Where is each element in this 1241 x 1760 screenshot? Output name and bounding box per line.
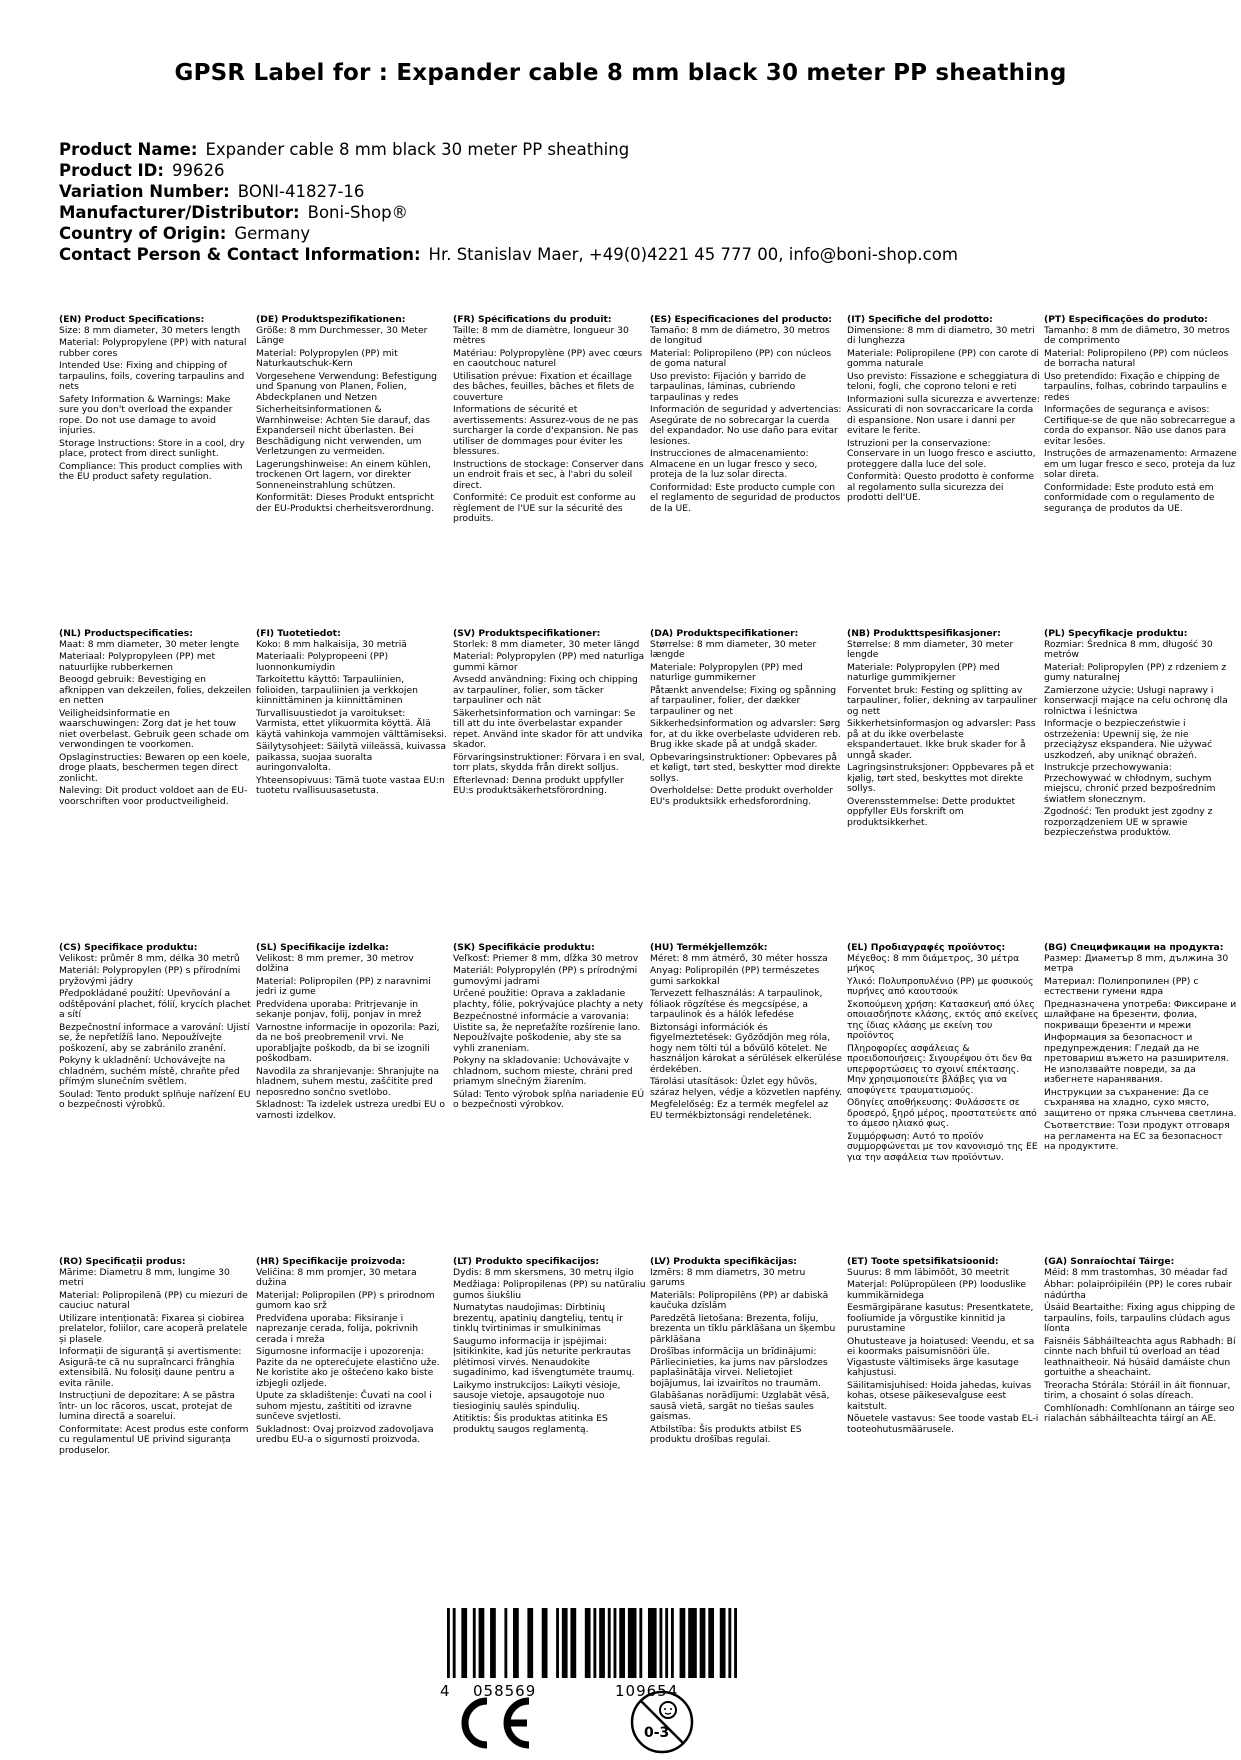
- spec-paragraph: Съответствие: Този продукт отговаря на регламента на ЕС за безопасност на продуктите.: [1044, 1120, 1230, 1152]
- spec-paragraph: Material: Polipropileno (PP) com núcleos de borracha natural: [1044, 347, 1229, 369]
- spec-paragraph: Forventet bruk: Festing og splitting av tarpauliner, folier, dekning av tarpauliner og nett: [847, 684, 1038, 717]
- spec-paragraph: Veličina: 8 mm promjer, 30 metara dužina: [256, 1266, 417, 1288]
- spec-paragraph: Materiał: Polipropylen (PP) z rdzeniem z gumy naturalnej: [1044, 661, 1227, 683]
- spec-paragraph: Instrucciones de almacenamiento: Almacene en un lugar fresco y seco, proteja de la luz solar directa.: [650, 448, 818, 480]
- spec-paragraph: Upute za skladištenje: Čuvati na cool i suhom mjestu, zaštititi od izravne sunčeve svjetlosti.: [256, 1390, 432, 1422]
- spec-paragraph: Eesmärgipärane kasutus: Presentkatete, fooliumide ja võrgustike kinnitid ja purustamine: [847, 1302, 1034, 1334]
- spec-heading: (RO) Specificații produs:: [59, 1257, 186, 1267]
- spec-grid: [59, 315, 1239, 1571]
- spec-heading: (CS) Specifikace produktu:: [59, 943, 198, 953]
- spec-heading: (BG) Спецификации на продукта:: [1044, 943, 1224, 953]
- spec-heading: (EL) Προδιαγραφές προϊόντος:: [847, 943, 1006, 953]
- spec-paragraph: Atitiktis: Šis produktas atitinka ES produktų saugos reglamentą.: [453, 1413, 608, 1435]
- spec-heading: (LV) Produkta specifikācijas:: [650, 1257, 797, 1267]
- spec-paragraph: Tamaño: 8 mm de diámetro, 30 metros de longitud: [650, 324, 830, 346]
- barcode-digits-right: 109654: [615, 1682, 679, 1700]
- spec-paragraph: Uso pretendido: Fixação e chipping de tarpaulins, folhas, cobrindo tarpaulins e redes: [1044, 370, 1227, 403]
- spec-paragraph: Ábhar: polaipróipiléin (PP) le cores rubair nádúrtha: [1044, 1279, 1233, 1301]
- spec-paragraph: Laikymo instrukcijos: Laikyti vėsioje, sausoje vietoje, apsaugotoje nuo tiesioginių saulės spindulių.: [453, 1379, 621, 1412]
- spec-paragraph: Material: Polipropilen (PP) z naravnimi jedri iz gume: [256, 975, 431, 997]
- barcode-bar: [680, 1608, 686, 1678]
- spec-paragraph: Tamanho: 8 mm de diâmetro, 30 metros de comprimento: [1044, 324, 1230, 346]
- spec-row: [59, 315, 1239, 629]
- spec-heading: (FR) Spécifications du produit:: [453, 315, 612, 325]
- spec-paragraph: Materiál: Polypropylen (PP) s přírodními pryžovými jádry: [59, 965, 241, 987]
- barcode-bar: [453, 1608, 456, 1678]
- spec-paragraph: Skladnost: Ta izdelek ustreza uredbi EU o varnosti izdelkov.: [256, 1099, 446, 1121]
- barcode-bar: [608, 1608, 611, 1678]
- spec-paragraph: Turvallisuustiedot ja varoitukset: Varmista, ettet ylikuormita köyttä. Älä käytä vahinkoja vammojen välttämiseksi.: [256, 707, 447, 740]
- spec-paragraph: Suurus: 8 mm läbimõõt, 30 meetrit: [847, 1266, 1010, 1278]
- spec-paragraph: Conformidad: Este producto cumple con el reglamento de seguridad de productos de la UE.: [650, 481, 841, 514]
- spec-paragraph: Méret: 8 mm átmérő, 30 méter hossza: [650, 952, 828, 964]
- spec-paragraph: Súlad: Tento výrobok spĺňa nariadenie EÚ o bezpečnosti výrobkov.: [453, 1088, 645, 1110]
- spec-paragraph: Uso previsto: Fissazione e scheggiatura di teloni, fogli, che coprono teloni e reti: [847, 370, 1040, 392]
- barcode-bar: [720, 1608, 726, 1678]
- spec-paragraph: Sigurnosne informacije i upozorenja: Pazite da ne opterećujete elastično uže. Ne koristite ako je oštećeno kako biste izbjegli ozljede.: [256, 1346, 440, 1389]
- spec-paragraph: Materiaali: Polypropeeni (PP) luonnonkumiydin: [256, 651, 389, 673]
- not-suitable-under-3-icon: [628, 1688, 696, 1760]
- spec-paragraph: Predviđena uporaba: Fiksiranje i naprezanje cerada, folija, pokrivnih cerada i mreža: [256, 1312, 419, 1345]
- barcode-bar: [585, 1608, 591, 1678]
- spec-block: [256, 315, 453, 629]
- spec-block: [1044, 315, 1241, 629]
- info-value: BONI-41827-16: [237, 182, 365, 201]
- spec-block: [59, 315, 256, 629]
- spec-paragraph: Material: Polipropilenă (PP) cu miezuri de cauciuc natural: [59, 1289, 248, 1311]
- barcode-bar: [614, 1608, 617, 1678]
- spec-paragraph: Dimensione: 8 mm di diametro, 30 metri di lunghezza: [847, 324, 1035, 346]
- spec-block: [847, 1257, 1044, 1571]
- spec-paragraph: Veiligheidsinformatie en waarschuwingen: Zorg dat je het touw niet overbelast. Gebruik geen schade om verwondingen te voorkomen.: [59, 707, 250, 750]
- spec-paragraph: Tervezett felhasználás: A tarpaulinok, fóliaok rögzítése és megcsípése, a tarpaulinok és a hálók lefedése: [650, 988, 823, 1020]
- page-title: GPSR Label for : Expander cable 8 mm black 30 meter PP sheathing: [174, 60, 1067, 86]
- spec-paragraph: Säilytysohjeet: Säilytä viileässä, kuivassa paikassa, suojaa suoralta auringonvalolta.: [256, 741, 447, 773]
- spec-paragraph: Informações de segurança e avisos: Certifique-se de que não sobrecarregue a corda do expansor. Não use danos para evitar lesões.: [1044, 404, 1236, 447]
- spec-heading: (NL) Productspecificaties:: [59, 629, 193, 639]
- info-value: Expander cable 8 mm black 30 meter PP sheathing: [205, 140, 630, 159]
- barcode-bar: [527, 1608, 533, 1678]
- spec-block: [256, 1257, 453, 1571]
- spec-paragraph: Conformité: Ce produit est conforme au règlement de l'UE sur la sécurité des produits.: [453, 492, 636, 524]
- spec-heading: (HR) Specifikacije proizvoda:: [256, 1257, 406, 1267]
- spec-paragraph: Σκοπούμενη χρήση: Κατασκευή από ύλες οποιασδήποτε κλάσης, εκτός από εκείνες της ίδιας κλάσης με εκείνη του προϊόντος: [847, 998, 1039, 1041]
- spec-block: [453, 1257, 650, 1571]
- spec-paragraph: Safety Information & Warnings: Make sure you don't overload the expander rope. Do not use damage to avoid injuries.: [59, 393, 233, 436]
- info-label: Country of Origin:: [59, 224, 227, 243]
- spec-paragraph: Veľkosť: Priemer 8 mm, dĺžka 30 metrov: [453, 952, 639, 964]
- spec-paragraph: Инструкции за съхранение: Да се съхранява на хладно, сухо място, защитено от пряка слънчева светлина.: [1044, 1086, 1237, 1119]
- product-info: [59, 139, 958, 265]
- spec-paragraph: Rozmiar: Średnica 8 mm, długość 30 metrów: [1044, 638, 1213, 660]
- spec-paragraph: Predvidena uporaba: Pritrjevanje in sekanje ponjav, folij, ponjav in mrež: [256, 998, 422, 1020]
- spec-paragraph: Dydis: 8 mm skersmens, 30 metrų ilgio: [453, 1266, 634, 1278]
- spec-paragraph: Vorgesehene Verwendung: Befestigung und Spanung von Planen, Folien, Abdeckplanen und Netzen: [256, 370, 438, 403]
- spec-paragraph: Faisnéis Sábháilteachta agus Rabhadh: Bí cinnte nach bhfuil tú overload an téad leathnaitheoir. Ná húsáid damáiste chun gortuithe a sheachaint.: [1044, 1335, 1236, 1378]
- spec-paragraph: Материал: Полипропилен (PP) с естествени гумени ядра: [1044, 975, 1199, 997]
- spec-paragraph: Conformitate: Acest produs este conform cu regulamentul UE privind siguranța produselor.: [59, 1423, 249, 1456]
- barcode-bar: [700, 1608, 706, 1678]
- info-value: Germany: [234, 224, 311, 243]
- spec-paragraph: Pokyny na skladovanie: Uchovávajte v chladnom, suchom mieste, chráni pred priamym slnečným žiarením.: [453, 1055, 633, 1087]
- spec-paragraph: Naleving: Dit product voldoet aan de EU-voorschriften voor productveiligheid.: [59, 785, 248, 807]
- spec-paragraph: Informations de sécurité et avertissements: Assurez-vous de ne pas surcharger la corde d'expansion. Ne pas utiliser de dommages pour éviter les blessures.: [453, 404, 639, 457]
- spec-paragraph: Påtænkt anvendelse: Fixing og spånning af tarpauliner, folier, der dækker tarpauliner og net: [650, 684, 837, 717]
- barcode-bar: [688, 1608, 697, 1678]
- spec-paragraph: Zgodność: Ten produkt jest zgodny z rozporządzeniem UE w sprawie bezpieczeństwa produktów.: [1044, 806, 1213, 838]
- barcode-digit-first: 4: [440, 1682, 450, 1700]
- barcode-bar: [479, 1608, 485, 1678]
- spec-row: [59, 943, 1239, 1257]
- spec-paragraph: Bezpečnostné informácie a varovania: Uistite sa, že nepreťažíte rozšírenie lano. Nepoužívajte poškodenie, aby ste sa vyhli zraneniam.: [453, 1011, 641, 1054]
- spec-paragraph: Größe: 8 mm Durchmesser, 30 Meter Länge: [256, 324, 428, 346]
- spec-paragraph: Size: 8 mm diameter, 30 meters length: [59, 324, 241, 336]
- barcode-bar: [562, 1608, 568, 1678]
- spec-paragraph: Opbevaringsinstruktioner: Opbevares på et køligt, tørt sted, beskytter mod direkte sollys.: [650, 751, 841, 784]
- spec-paragraph: Méid: 8 mm trastomhas, 30 méadar fad: [1044, 1266, 1228, 1278]
- spec-paragraph: Paredzētā lietošana: Brezenta, foliju, brezenta un tīklu pārklāšana un šķembu pārklāšana: [650, 1312, 836, 1345]
- spec-paragraph: Material: Polypropylen (PP) mit Naturkautschuk-Kern: [256, 347, 398, 369]
- spec-block: [847, 315, 1044, 629]
- spec-paragraph: Zamierzone użycie: Usługi naprawy i konserwacji mające na celu ochronę dla rolnictwa i leśnictwa: [1044, 684, 1228, 717]
- spec-paragraph: Konformität: Dieses Produkt entspricht der EU-Produktsi cherheitsverordnung.: [256, 492, 434, 514]
- info-country-of-origin: [59, 223, 958, 244]
- spec-paragraph: Anyag: Polipropilén (PP) természetes gumi sarkokkal: [650, 965, 820, 987]
- info-label: Variation Number:: [59, 182, 230, 201]
- spec-paragraph: Varnostne informacije in opozorila: Pazi, da ne boš preobremenil vrvi. Ne uporabljajte poškodb, da bi se izognili poškodbam.: [256, 1021, 440, 1064]
- ce-mark-icon: [453, 1695, 535, 1755]
- spec-paragraph: Materiāls: Polipropilēns (PP) ar dabiskā kaučuka dzīslām: [650, 1289, 829, 1311]
- barcode-bar: [556, 1608, 559, 1678]
- spec-paragraph: Предназначена употреба: Фиксиране и шлайфане на брезенти, фолиа, покриващи брезенти и мрежи: [1044, 998, 1237, 1031]
- spec-paragraph: Sukladnost: Ovaj proizvod zadovoljava uredbu EU-a o sigurnosti proizvoda.: [256, 1423, 434, 1445]
- spec-paragraph: Storlek: 8 mm diameter, 30 meter längd: [453, 638, 640, 650]
- info-label: Product Name:: [59, 140, 198, 159]
- spec-paragraph: Bezpečnostní informace a varování: Ujistí se, že nepřetížíš lano. Nepoužívejte poškození, aby se zabránilo zranění.: [59, 1021, 250, 1054]
- spec-block: [453, 943, 650, 1257]
- spec-heading: (EN) Product Specifications:: [59, 315, 205, 325]
- info-product-id: [59, 160, 958, 181]
- spec-paragraph: Určené použitie: Oprava a zakladanie plachty, fólie, pokrývajúce plachty a nety: [453, 988, 644, 1010]
- barcode-bar: [639, 1608, 642, 1678]
- barcode-bar: [513, 1608, 519, 1678]
- spec-block: [1044, 1257, 1241, 1571]
- spec-heading: (SL) Specifikacije izdelka:: [256, 943, 389, 953]
- info-label: Manufacturer/Distributor:: [59, 203, 300, 222]
- spec-paragraph: Størrelse: 8 mm diameter, 30 meter lengde: [847, 638, 1014, 660]
- spec-paragraph: Utilizare intenționată: Fixarea și ciobirea prelatelor, foliilor, care acoperă prelatele și plasele: [59, 1312, 248, 1345]
- spec-paragraph: Instructions de stockage: Conserver dans un endroit frais et sec, à l'abri du soleil direct.: [453, 458, 644, 491]
- spec-paragraph: Velikost: 8 mm premer, 30 metrov dolžina: [256, 952, 414, 974]
- spec-paragraph: Yhteensopivuus: Tämä tuote vastaa EU:n tuotetu rvallisuusasetusta.: [256, 774, 445, 796]
- spec-paragraph: Sikkerhetsinformasjon og advarsler: Pass på at du ikke overbelaste ekspandertauet. Ikke bruk skader for å unngå skader.: [847, 718, 1036, 761]
- spec-paragraph: Soulad: Tento produkt splňuje nařízení EU o bezpečnosti výrobků.: [59, 1088, 251, 1110]
- spec-paragraph: Tarkoitettu käyttö: Tarpauliinien, folioiden, tarpauliinien ja verkkojen kiinnittäminen ja kiinnittäminen: [256, 674, 418, 706]
- spec-paragraph: Συμμόρφωση: Αυτό το προϊόν συμμορφώνεται με τον κανονισμό της ΕΕ για την ασφάλεια των προϊόντων.: [847, 1130, 1038, 1163]
- spec-paragraph: Medžiaga: Polipropilenas (PP) su natūraliu gumos šiukšliu: [453, 1279, 646, 1301]
- spec-paragraph: Informacje o bezpieczeństwie i ostrzeżenia: Upewnij się, że nie przeciążysz ekspandera. Nie używać uszkodzeń, aby uniknąć obrażeń.: [1044, 718, 1213, 761]
- barcode-bar: [570, 1608, 576, 1678]
- spec-paragraph: Mărime: Diametru 8 mm, lungime 30 metri: [59, 1266, 230, 1288]
- spec-block: [256, 629, 453, 943]
- spec-paragraph: Koko: 8 mm halkaisija, 30 metriä: [256, 638, 407, 650]
- age-label: 0-3: [644, 1725, 670, 1741]
- spec-paragraph: Instrukcje przechowywania: Przechowywać w chłodnym, suchym miejscu, chronić przed bezpośrednim światłem słonecznym.: [1044, 762, 1216, 805]
- spec-paragraph: Material: Polypropylen (PP) med naturliga gummi kärnor: [453, 651, 645, 673]
- barcode-bar: [593, 1608, 596, 1678]
- barcode-bar: [708, 1608, 714, 1678]
- spec-paragraph: Υλικό: Πολυπροπυλένιο (PP) με φυσικούς πυρήνες από καουτσούκ: [847, 975, 1034, 997]
- spec-paragraph: Instruções de armazenamento: Armazene em um lugar fresco e seco, proteja da luz solar direta.: [1044, 448, 1237, 480]
- spec-paragraph: Ohutusteave ja hoiatused: Veendu, et sa ei koormaks paisumisnööri üle. Vigastuste vältimiseks ärge kasutage kahjustusi.: [847, 1335, 1035, 1378]
- spec-paragraph: Navodila za shranjevanje: Shranjujte na hladnem, suhem mestu, zaščitite pred neposredno sončno svetlobo.: [256, 1065, 440, 1098]
- spec-paragraph: Numatytas naudojimas: Dirbtinių brezentų, apatinių dangtelių, tentų ir tinklų tvirtinimas ir smulkinimas: [453, 1302, 623, 1334]
- spec-paragraph: Storage Instructions: Store in a cool, dry place, protect from direct sunlight.: [59, 437, 245, 459]
- spec-paragraph: Istruzioni per la conservazione: Conservare in un luogo fresco e asciutto, proteggere dalla luce del sole.: [847, 437, 1036, 470]
- spec-paragraph: Velikost: průměr 8 mm, délka 30 metrů: [59, 952, 240, 964]
- spec-paragraph: Πληροφορίες ασφάλειας & προειδοποιήσεις: Σιγουρέψου ότι δεν θα υπερφορτώσεις το σχοινί επέκτασης. Μην χρησιμοποιείτε βλάβες για να αποφύγετε τραυματισμούς.: [847, 1042, 1033, 1096]
- spec-paragraph: Uso previsto: Fijación y barrido de tarpaulinas, láminas, cubriendo tarpaulinas y redes: [650, 370, 807, 403]
- info-value: 99626: [171, 161, 225, 180]
- info-label: Product ID:: [59, 161, 164, 180]
- spec-paragraph: Comhlíonadh: Comhlíonann an táirge seo rialachán sábháilteachta táirgí an AE.: [1044, 1402, 1235, 1424]
- spec-heading: (FI) Tuotetiedot:: [256, 629, 341, 639]
- spec-paragraph: Materiale: Polypropylen (PP) med naturlige gummikerner: [650, 661, 803, 683]
- spec-paragraph: Saugumo informacija ir įspėjimai: Įsitikinkite, kad jūs neturite perkrautas plėtimosi virvės. Nenaudokite sugadinimo, kad išvengtumėte traumų.: [453, 1335, 635, 1378]
- spec-paragraph: Biztonsági információk és figyelmeztetések: Győződjön meg róla, hogy nem tölti túl a bővülő kötelet. Ne használjon károkat a sérülések elkerülése érdekében.: [650, 1021, 842, 1075]
- spec-paragraph: Pokyny k ukladnění: Uchovávejte na chladném, suchém místě, chraňte před přímým slunečním světlem.: [59, 1055, 240, 1087]
- info-variation-number: [59, 181, 958, 202]
- spec-paragraph: Materiale: Polipropilene (PP) con carote di gomma naturale: [847, 347, 1039, 369]
- spec-paragraph: Taille: 8 mm de diamètre, longueur 30 mètres: [453, 324, 629, 346]
- spec-paragraph: Tárolási utasítások: Üzlet egy hűvös, száraz helyen, védje a közvetlen napfény.: [650, 1076, 842, 1098]
- spec-paragraph: Materjal: Polüpropüleen (PP) looduslike kummikärnidega: [847, 1279, 1026, 1301]
- spec-block: [650, 629, 847, 943]
- spec-block: [453, 315, 650, 629]
- spec-paragraph: Maat: 8 mm diameter, 30 meter lengte: [59, 638, 240, 650]
- spec-paragraph: Glabāšanas norādījumi: Uzglabāt vēsā, sausā vietā, sargāt no tiešas saules gaismas.: [650, 1390, 830, 1422]
- spec-paragraph: Materijal: Polipropilen (PP) s prirodnom gumom kao srž: [256, 1289, 435, 1311]
- spec-paragraph: Información de seguridad y advertencias: Asegúrate de no sobrecargar la cuerda del expandador. No use daño para evitar lesiones.: [650, 404, 842, 447]
- spec-paragraph: Drošības informācija un brīdinājumi: Pārliecinieties, ka jums nav pārslodzes paplašinātāja virvei. Nelietojiet bojājumus, lai izvairītos no traumām.: [650, 1346, 828, 1389]
- info-value: Hr. Stanislav Maer, +49(0)4221 45 777 00, info@boni-shop.com: [428, 245, 958, 264]
- spec-paragraph: Material: Polipropileno (PP) con núcleos de goma natural: [650, 347, 832, 369]
- spec-heading: (HU) Termékjellemzők:: [650, 943, 768, 953]
- spec-block: [650, 943, 847, 1257]
- spec-row: [59, 1257, 1239, 1571]
- spec-heading: (LT) Produkto specifikacijos:: [453, 1257, 600, 1267]
- spec-row: [59, 629, 1239, 943]
- spec-paragraph: Overholdelse: Dette produkt overholder EU's produktsikk erhedsforordning.: [650, 785, 834, 807]
- spec-paragraph: Předpokládané použití: Upevňování a odštěpování plachet, fólií, krycích plachet a sítí: [59, 988, 251, 1020]
- spec-paragraph: Conformidade: Este produto está em conformidade com o regulamento de segurança de produtos da UE.: [1044, 481, 1215, 514]
- spec-paragraph: Nõuetele vastavus: See toode vastab EL-i tooteohutusmäärusele.: [847, 1413, 1039, 1435]
- spec-block: [59, 629, 256, 943]
- spec-paragraph: Materiaal: Polypropyleen (PP) met natuurlijke rubberkernen: [59, 651, 216, 673]
- spec-paragraph: Treoracha Stórála: Stóráil in áit fionnuar, tirim, a chosaint ó solas díreach.: [1044, 1379, 1231, 1401]
- spec-paragraph: Säilitamisjuhised: Hoida jahedas, kuivas kohas, otsese päikesevalguse eest kaitstult.: [847, 1379, 1032, 1412]
- spec-block: [59, 943, 256, 1257]
- spec-paragraph: Materiale: Polypropylen (PP) med naturlige gummikjerner: [847, 661, 1000, 683]
- spec-heading: (GA) Sonraíochtaí Táirge:: [1044, 1257, 1175, 1267]
- spec-paragraph: Intended Use: Fixing and chipping of tarpaulins, foils, covering tarpaulins and nets: [59, 360, 245, 392]
- spec-paragraph: Matériau: Polypropylène (PP) avec cœurs en caoutchouc naturel: [453, 347, 643, 369]
- spec-heading: (PT) Especificações do produto:: [1044, 315, 1208, 325]
- barcode-bar: [461, 1608, 467, 1678]
- barcode-bar: [542, 1608, 548, 1678]
- barcode-bar: [659, 1608, 662, 1678]
- spec-paragraph: Οδηγίες αποθήκευσης: Φυλάσσετε σε δροσερό, ξηρό μέρος, προστατεύετε από το άμεσο ηλιακό φως.: [847, 1097, 1037, 1129]
- spec-heading: (SV) Produktspecifikationer:: [453, 629, 601, 639]
- spec-block: [59, 1257, 256, 1571]
- spec-paragraph: Compliance: This product complies with the EU product safety regulation.: [59, 460, 243, 482]
- spec-paragraph: Instrucțiuni de depozitare: A se păstra într- un loc răcoros, uscat, protejat de lumina directă a soarelui.: [59, 1390, 235, 1422]
- barcode-bar: [619, 1608, 625, 1678]
- barcode-bar: [665, 1608, 668, 1678]
- spec-paragraph: Förvaringsinstruktioner: Förvara i en sval, torr plats, skydda från direkt solljus.: [453, 751, 645, 773]
- barcode-bar: [473, 1608, 476, 1678]
- spec-block: [847, 629, 1044, 943]
- spec-paragraph: Lagerungshinweise: An einem kühlen, trockenen Ort lagern, vor direkter Sonneneinstrahlung schützen.: [256, 458, 431, 491]
- barcode-bar: [671, 1608, 674, 1678]
- info-value: Boni-Shop®: [307, 203, 409, 222]
- spec-heading: (DA) Produktspecifikationer:: [650, 629, 799, 639]
- spec-heading: (NB) Produkttspesifikasjoner:: [847, 629, 1001, 639]
- spec-paragraph: Megfelelőség: Ez a termék megfelel az EU termékbiztonsági rendeletének.: [650, 1099, 829, 1121]
- spec-paragraph: Material: Polypropylene (PP) with natural rubber cores: [59, 337, 247, 359]
- spec-heading: (SK) Špecifikácie produktu:: [453, 943, 595, 953]
- spec-heading: (PL) Specyfikacje produktu:: [1044, 629, 1188, 639]
- spec-paragraph: Säkerhetsinformation och varningar: Se till att du inte överbelastar expander repet. Använd inte skador för att undvika skador.: [453, 707, 643, 750]
- barcode-digits-left: 058569: [473, 1682, 537, 1700]
- spec-block: [650, 315, 847, 629]
- spec-paragraph: Materiál: Polypropylén (PP) s prírodnými gumovými jadrami: [453, 965, 638, 987]
- spec-paragraph: Størrelse: 8 mm diameter, 30 meter længde: [650, 638, 817, 660]
- barcode-bar: [734, 1608, 737, 1678]
- barcode: [442, 1608, 742, 1678]
- spec-block: [453, 629, 650, 943]
- spec-block: [847, 943, 1044, 1257]
- info-label: Contact Person & Contact Information:: [59, 245, 421, 264]
- barcode-bar: [628, 1608, 637, 1678]
- barcode-bar: [447, 1608, 450, 1678]
- spec-paragraph: Размер: Диаметър 8 mm, дължина 30 метра: [1044, 952, 1229, 974]
- spec-block: [1044, 943, 1241, 1257]
- spec-paragraph: Beoogd gebruik: Bevestiging en afknippen van dekzeilen, folies, dekzeilen en netten: [59, 674, 252, 706]
- spec-block: [1044, 629, 1241, 943]
- spec-heading: (ES) Especificaciones del producto:: [650, 315, 832, 325]
- spec-paragraph: Sicherheitsinformationen & Warnhinweise: Achten Sie darauf, das Expanderseil nicht überlasten. Bei Beschädigung nicht verwenden, um Verletzungen zu vermeiden.: [256, 404, 430, 457]
- info-manufacturer: [59, 202, 958, 223]
- spec-paragraph: Atbilstība: Šis produkts atbilst ES produktu drošības regulai.: [650, 1423, 802, 1445]
- spec-paragraph: Informazioni sulla sicurezza e avvertenze: Assicurati di non sovraccaricare la corda di espansione. Non usare i danni per evitare le ferite.: [847, 393, 1040, 436]
- spec-paragraph: Lagringsinstruksjoner: Oppbevares på et kjølig, tørt sted, beskyttes mot direkte sollys.: [847, 762, 1035, 794]
- info-product-name: [59, 139, 958, 160]
- barcode-bar: [504, 1608, 507, 1678]
- barcode-bar: [648, 1608, 657, 1678]
- spec-heading: (DE) Produktspezifikationen:: [256, 315, 406, 325]
- spec-paragraph: Overensstemmelse: Dette produktet oppfyller EUs forskrift om produktsikkerhet.: [847, 795, 1016, 828]
- spec-paragraph: Μέγεθος: 8 mm διάμετρος, 30 μέτρα μήκος: [847, 952, 1020, 974]
- spec-block: [650, 1257, 847, 1571]
- spec-heading: (IT) Specifiche del prodotto:: [847, 315, 993, 325]
- spec-paragraph: Úsáid Beartaithe: Fixing agus chipping de tarpaulins, foils, tarpaulins clúdach agus líonta: [1044, 1302, 1236, 1334]
- spec-paragraph: Opslaginstructies: Bewaren op een koele, droge plaats, beschermen tegen direct zonlicht.: [59, 751, 250, 784]
- spec-block: [256, 943, 453, 1257]
- spec-paragraph: Utilisation prévue: Fixation et écaillage des bâches, feuilles, bâches et filets de couverture: [453, 370, 635, 403]
- barcode-bar: [490, 1608, 496, 1678]
- spec-paragraph: Информация за безопасност и предупреждения: Гледай да не претовариш въжето на разширителя. Не използвайте повреди, за да избегнете наранявания.: [1044, 1032, 1229, 1085]
- spec-paragraph: Izmērs: 8 mm diametrs, 30 metru garums: [650, 1266, 806, 1288]
- barcode-bar: [728, 1608, 731, 1678]
- info-contact: [59, 244, 958, 265]
- spec-paragraph: Sikkerhedsinformation og advarsler: Sørg for, at du ikke overbelaste udvideren reb. Brug ikke skade på at undgå skader.: [650, 718, 841, 750]
- spec-paragraph: Informații de siguranță și avertismente: Asigură-te că nu supraîncarci frânghia extensibilă. Nu folosiți daune pentru a evita rănile.: [59, 1346, 242, 1389]
- spec-paragraph: Conformità: Questo prodotto è conforme al regolamento sulla sicurezza dei prodotti dell'UE.: [847, 471, 1035, 503]
- spec-heading: (ET) Toote spetsifikatsioonid:: [847, 1257, 999, 1267]
- spec-paragraph: Efterlevnad: Denna produkt uppfyller EU:s produktsäkerhetsförordning.: [453, 774, 624, 796]
- spec-paragraph: Avsedd användning: Fixing och chipping av tarpauliner, folier, som täcker tarpauliner och nät: [453, 674, 638, 706]
- barcode-bar: [599, 1608, 605, 1678]
